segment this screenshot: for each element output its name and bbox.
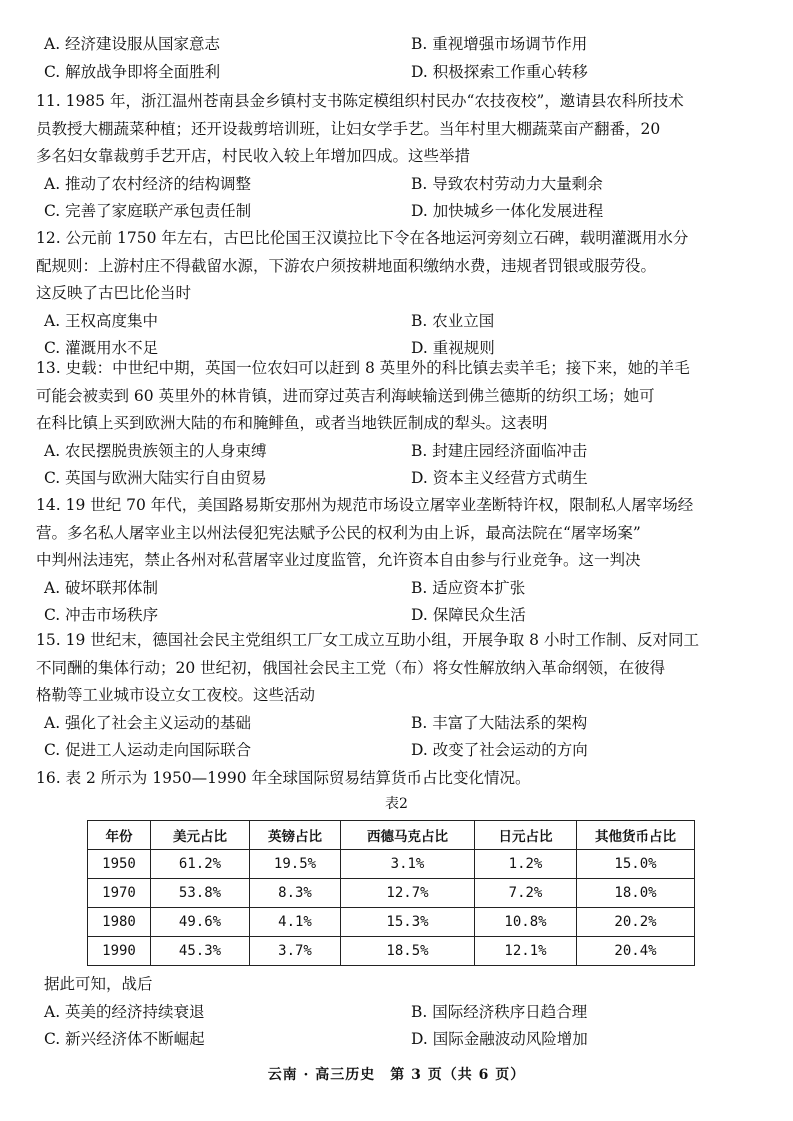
table-cell: 19.5% [250,850,341,879]
option-b: B. 国际经济秩序日趋合理 [411,1002,588,1021]
question-stem-line: 16. 表 2 所示为 1950—1990 年全球国际贸易结算货币占比变化情况。 [36,769,531,787]
question-15 [36,627,761,765]
question-stem-line: 格勒等工业城市设立女工夜校。这些活动 [36,686,316,704]
table-cell: 45.3% [151,937,250,966]
option-a: A. 破坏联邦体制 [44,578,159,597]
table-cell: 18.5% [341,937,475,966]
options [36,710,761,765]
question-stem-line: 这反映了古巴比伦当时 [36,284,192,302]
table-cell: 49.6% [151,908,250,937]
column-header: 年份 [88,821,151,850]
option-c: C. 英国与欧洲大陆实行自由贸易 [44,469,267,487]
currency-share-table [87,820,695,966]
table-cell: 61.2% [151,850,250,879]
table-cell: 8.3% [250,879,341,908]
question-stem-line: 不同酬的集体行动；20 世纪初，俄国社会民主工党（布）将女性解放纳入革命纲领，在彼得 [36,658,666,677]
option-b: B. 重视增强市场调节作用 [411,35,588,53]
table-cell: 15.0% [577,850,695,879]
question-stem-line: 15. 19 世纪末，德国社会民主党组织工厂女工成立互助小组，开展争取 8 小时工作制、反对同工 [36,631,699,649]
option-b: B. 农业立国 [411,311,495,330]
table-cell: 1990 [88,937,151,966]
option-d: D. 重视规则 [411,339,495,357]
option-a: A. 经济建设服从国家意志 [44,35,221,53]
table-cell: 53.8% [151,879,250,908]
option-c: C. 完善了家庭联产承包责任制 [44,202,252,220]
option-d: D. 国际金融波动风险增加 [411,1030,588,1048]
table-cell: 4.1% [250,908,341,937]
question-stem-line: 12. 公元前 1750 年左右，古巴比伦国王汉谟拉比下令在各地运河旁刻立石碑，载明灌溉用水分 [36,229,689,247]
options [36,438,761,493]
table-cell: 1950 [88,850,151,879]
table-cell: 18.0% [577,879,695,908]
table-cell: 1970 [88,879,151,908]
question-stem-line: 员教授大棚蔬菜种植；还开设裁剪培训班，让妇女学手艺。当年村里大棚蔬菜亩产翻番，20 [36,119,661,138]
table-cell: 1.2% [475,850,577,879]
question-stem-line: 多名妇女靠裁剪手艺开店，村民收入较上年增加四成。这些举措 [36,147,471,165]
option-b: B. 丰富了大陆法系的架构 [411,713,588,732]
table-header-row [88,821,695,850]
table-cell: 1980 [88,908,151,937]
table-row [88,908,695,937]
table-cell: 3.1% [341,850,475,879]
table-cell: 15.3% [341,908,475,937]
option-a: A. 农民摆脱贵族领主的人身束缚 [44,441,267,460]
table-cell: 12.1% [475,937,577,966]
table-row [88,937,695,966]
options [36,171,761,226]
option-b: B. 适应资本扩张 [411,578,526,597]
question-13 [36,355,761,493]
table-cell: 10.8% [475,908,577,937]
option-d: D. 加快城乡一体化发展进程 [411,202,604,220]
question-14 [36,492,761,630]
column-header: 英镑占比 [250,821,341,850]
question-stem-line: 11. 1985 年，浙江温州苍南县金乡镇村支书陈定模组织村民办“农技夜校”，邀请县农科所技术 [36,92,684,110]
question-stem-line: 配规则：上游村庄不得截留水源，下游农户须按耕地面积缴纳水费，违规者罚银或服劳役。 [36,256,657,275]
option-a: A. 推动了农村经济的结构调整 [44,174,252,193]
option-d: D. 保障民众生活 [411,606,526,624]
options [36,31,761,86]
table-cell: 12.7% [341,879,475,908]
table-row [88,879,695,908]
table-cell: 20.2% [577,908,695,937]
option-c: C. 新兴经济体不断崛起 [44,1030,205,1048]
question-stem-line: 在科比镇上买到欧洲大陆的布和腌鲱鱼，或者当地铁匠制成的犁头。这表明 [36,414,548,432]
option-c: C. 促进工人运动走向国际联合 [44,741,252,759]
column-header: 西德马克占比 [341,821,475,850]
column-header: 日元占比 [475,821,577,850]
question-stem-line: 可能会被卖到 60 英里外的林肯镇，进而穿过英吉利海峡输送到佛兰德斯的纺织工场；她可 [36,386,655,405]
table-row [88,850,695,879]
question-stem-line: 中判州法违宪，禁止各州对私营屠宰业过度监管，允许资本自由参与行业竞争。这一判决 [36,551,641,569]
options [36,999,761,1054]
question-stem-line: 据此可知，战后 [44,975,153,993]
option-c: C. 解放战争即将全面胜利 [44,62,221,81]
question-12 [36,225,761,363]
option-d: D. 改变了社会运动的方向 [411,741,588,759]
column-header: 其他货币占比 [577,821,695,850]
question-11 [36,88,761,226]
option-c: C. 冲击市场秩序 [44,606,159,624]
question-10 [36,31,761,86]
question-stem-line: 营。多名私人屠宰业主以州法侵犯宪法赋予公民的权利为由上诉，最高法院在“屠宰场案” [36,523,641,542]
options [36,575,761,630]
option-d: D. 积极探索工作重心转移 [411,62,588,81]
question-stem-line: 14. 19 世纪 70 年代，美国路易斯安那州为规范市场设立屠宰业垄断特许权，限制私人屠宰场经 [36,496,694,514]
option-c: C. 灌溉用水不足 [44,339,159,357]
option-b: B. 导致农村劳动力大量剩余 [411,174,603,193]
question-stem-line: 13. 史载：中世纪中期，英国一位农妇可以赶到 8 英里外的科比镇去卖羊毛；接下来，她的羊毛 [36,359,690,377]
question-16-options-block [36,971,761,1054]
table-title: 表2 [385,796,408,812]
column-header: 美元占比 [151,821,250,850]
table-cell: 3.7% [250,937,341,966]
table-cell: 20.4% [577,937,695,966]
option-a: A. 英美的经济持续衰退 [44,1002,205,1021]
question-16 [36,765,761,793]
page-footer: 云南 · 高三历史 第 3 页（共 6 页） [267,1067,526,1083]
table-cell: 7.2% [475,879,577,908]
option-d: D. 资本主义经营方式萌生 [411,469,588,487]
option-b: B. 封建庄园经济面临冲击 [411,441,588,460]
option-a: A. 王权高度集中 [44,311,159,330]
option-a: A. 强化了社会主义运动的基础 [44,713,252,732]
